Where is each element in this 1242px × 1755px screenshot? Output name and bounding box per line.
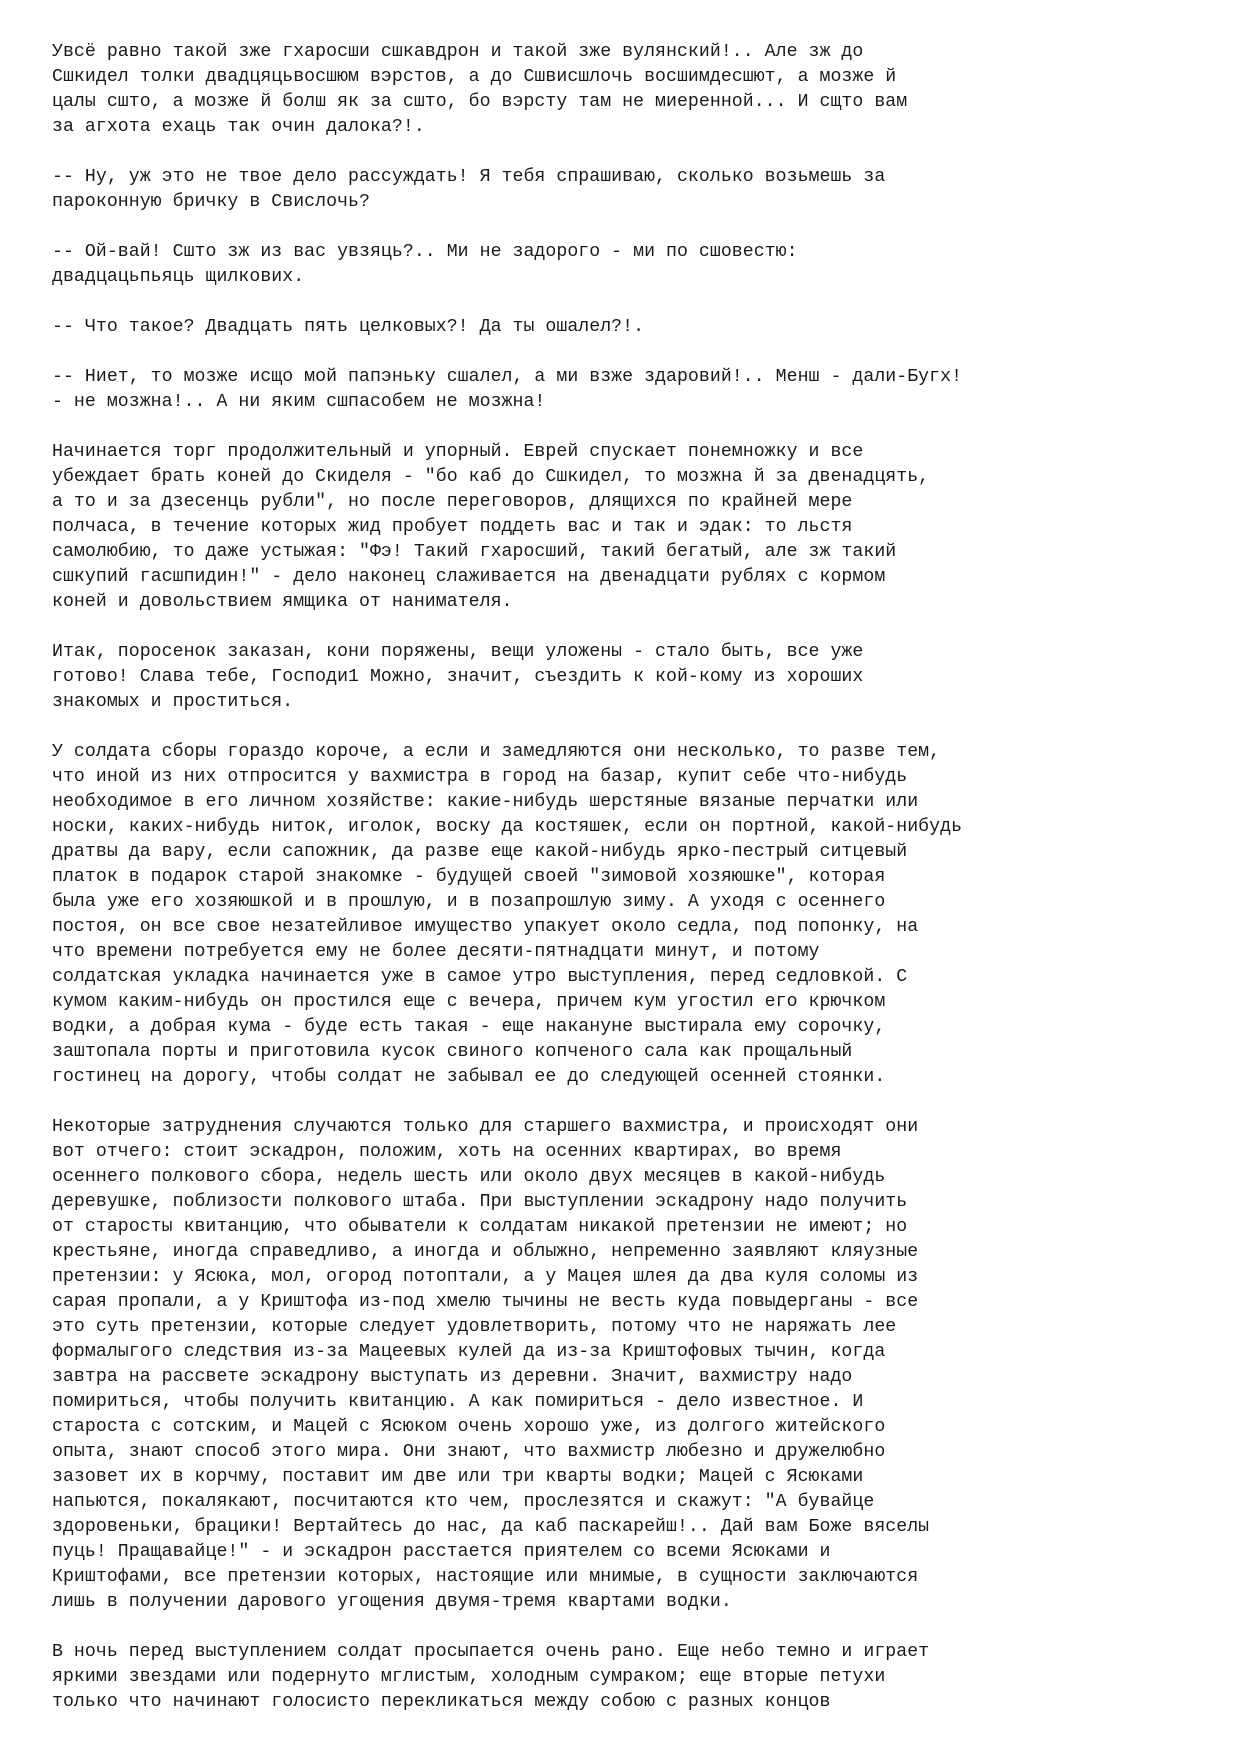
text-line: вот отчего: стоит эскадрон, положим, хоть на осенних квартирах, во время xyxy=(52,1142,842,1162)
paragraph xyxy=(52,740,1232,1090)
text-line: носки, каких-нибудь ниток, иголок, воску да костяшек, если он портной, какой-нибудь xyxy=(52,817,963,837)
text-line: лишь в получении дарового угощения двумя-тремя квартами водки. xyxy=(52,1592,732,1612)
paragraph xyxy=(52,165,1232,215)
text-line: напьются, покалякают, посчитаются кто чем, прослезятся и скажут: "А бувайце xyxy=(52,1492,875,1512)
text-line: -- Ой-вай! Сшто зж из вас увзяць?.. Ми не задорого - ми по сшовестю: xyxy=(52,242,798,262)
text-line: знакомых и проститься. xyxy=(52,692,294,712)
text-line: была уже его хозяюшкой и в прошлую, и в позапрошлую зиму. А уходя с осеннего xyxy=(52,892,886,912)
text-line: самолюбию, то даже устыжая: "Фэ! Такий гхаросший, такий бегатый, але зж такий xyxy=(52,542,897,562)
text-line: водки, а добрая кума - буде есть такая - еще накануне выстирала ему сорочку, xyxy=(52,1017,886,1037)
text-line: гостинец на дорогу, чтобы солдат не забывал ее до следующей осенней стоянки. xyxy=(52,1067,886,1087)
text-line: только что начинают голосисто перекликаться между собою с разных концов xyxy=(52,1692,831,1712)
text-line: двадцацьпьяць щилкових. xyxy=(52,267,305,287)
text-line: коней и довольствием ямщика от нанимателя. xyxy=(52,592,513,612)
paragraph xyxy=(52,1115,1232,1615)
text-line: В ночь перед выступлением солдат просыпается очень рано. Еще небо темно и играет xyxy=(52,1642,930,1662)
text-line: пуць! Пращавайце!" - и эскадрон расстается приятелем со всеми Ясюками и xyxy=(52,1542,831,1562)
text-line: готово! Слава тебе, Господи1 Можно, значит, съездить к кой-кому из хороших xyxy=(52,667,864,687)
text-line: Некоторые затруднения случаются только для старшего вахмистра, и происходят они xyxy=(52,1117,919,1137)
text-line: от старосты квитанцию, что обыватели к солдатам никакой претензии не имеют; но xyxy=(52,1217,908,1237)
text-line: цалы сшто, а мозже й болш як за сшто, бо вэрсту там не миеренной... И сщто вам xyxy=(52,92,908,112)
text-line: а то и за дзесенць рубли", но после переговоров, длящихся по крайней мере xyxy=(52,492,853,512)
text-line: необходимое в его личном хозяйстве: какие-нибудь шерстяные вязаные перчатки или xyxy=(52,792,919,812)
text-line: Криштофами, все претензии которых, настоящие или мнимые, в сущности заключаются xyxy=(52,1567,919,1587)
text-line: кумом каким-нибудь он простился еще с вечера, причем кум угостил его крючком xyxy=(52,992,886,1012)
text-line: Увсё равно такой зже гхаросши сшкавдрон и такой зже вулянский!.. Але зж до xyxy=(52,42,864,62)
text-line: опыта, знают способ этого мира. Они знают, что вахмистр любезно и дружелюбно xyxy=(52,1442,886,1462)
text-line: деревушке, поблизости полкового штаба. При выступлении эскадрону надо получить xyxy=(52,1192,908,1212)
text-line: -- Ниет, то мозже исщо мой папэньку сшалел, а ми взже здаровий!.. Менш - дали-Бугх! xyxy=(52,367,963,387)
text-line: -- Что такое? Двадцать пять целковых?! Да ты ошалел?!. xyxy=(52,317,645,337)
text-line: осеннего полкового сбора, недель шесть или около двух месяцев в какой-нибудь xyxy=(52,1167,886,1187)
text-line: яркими звездами или подернуто мглистым, холодным сумраком; еще вторые петухи xyxy=(52,1667,886,1687)
text-line: зазовет их в корчму, поставит им две или три кварты водки; Мацей с Ясюками xyxy=(52,1467,864,1487)
text-line: староста с сотским, и Мацей с Ясюком очень хорошо уже, из долгого житейского xyxy=(52,1417,886,1437)
text-line: Сшкидел толки двадцяцьвосшюм вэрстов, а до Сшвисшлочь восшимдесшют, а мозже й xyxy=(52,67,897,87)
text-line: дратвы да вару, если сапожник, да разве еще какой-нибудь ярко-пестрый ситцевый xyxy=(52,842,908,862)
text-line: крестьяне, иногда справедливо, а иногда и облыжно, непременно заявляют кляузные xyxy=(52,1242,919,1262)
paragraph xyxy=(52,365,1232,415)
document-page xyxy=(52,40,1232,1740)
text-line: полчаса, в течение которых жид пробует поддеть вас и так и эдак: то льстя xyxy=(52,517,853,537)
paragraph xyxy=(52,440,1232,615)
paragraph xyxy=(52,1640,1232,1715)
text-line: - не мозжна!.. А ни яким сшпасобем не мозжна! xyxy=(52,392,546,412)
text-line: сшкупий гасшпидин!" - дело наконец слаживается на двенадцати рублях с кормом xyxy=(52,567,886,587)
paragraph xyxy=(52,315,1232,340)
text-line: солдатская укладка начинается уже в самое утро выступления, перед седловкой. С xyxy=(52,967,908,987)
text-line: помириться, чтобы получить квитанцию. А как помириться - дело известное. И xyxy=(52,1392,864,1412)
paragraph xyxy=(52,240,1232,290)
text-line: претензии: у Ясюка, мол, огород потоптали, а у Мацея шлея да два куля соломы из xyxy=(52,1267,919,1287)
text-line: это суть претензии, которые следует удовлетворить, потому что не наряжать лее xyxy=(52,1317,897,1337)
text-line: формалыгого следствия из-за Мацеевых кулей да из-за Криштофовых тычин, когда xyxy=(52,1342,886,1362)
paragraph xyxy=(52,40,1232,140)
text-line: У солдата сборы гораздо короче, а если и замедляются они несколько, то разве тем, xyxy=(52,742,941,762)
text-line: завтра на рассвете эскадрону выступать из деревни. Значит, вахмистру надо xyxy=(52,1367,853,1387)
text-line: -- Ну, уж это не твое дело рассуждать! Я тебя спрашиваю, сколько возьмешь за xyxy=(52,167,886,187)
text-line: убеждает брать коней до Скиделя - "бо каб до Сшкидел, то мозжна й за двенадцять, xyxy=(52,467,930,487)
text-line: заштопала порты и приготовила кусок свиного копченого сала как прощальный xyxy=(52,1042,853,1062)
text-line: здоровеньки, брацики! Вертайтесь до нас, да каб паскарейш!.. Дай вам Боже вяселы xyxy=(52,1517,930,1537)
paragraph xyxy=(52,640,1232,715)
text-line: Итак, поросенок заказан, кони поряжены, вещи уложены - стало быть, все уже xyxy=(52,642,864,662)
text-line: что времени потребуется ему не более десяти-пятнадцати минут, и потому xyxy=(52,942,820,962)
text-line: пароконную бричку в Свислочь? xyxy=(52,192,370,212)
text-line: платок в подарок старой знакомке - будущей своей "зимовой хозяюшке", которая xyxy=(52,867,886,887)
text-line: что иной из них отпросится у вахмистра в город на базар, купит себе что-нибудь xyxy=(52,767,908,787)
text-line: постоя, он все свое незатейливое имущество упакует около седла, под попонку, на xyxy=(52,917,919,937)
text-line: за агхота ехаць так очин далока?!. xyxy=(52,117,425,137)
text-line: сарая пропали, а у Криштофа из-под хмелю тычины не весть куда повыдерганы - все xyxy=(52,1292,919,1312)
text-line: Начинается торг продолжительный и упорный. Еврей спускает понемножку и все xyxy=(52,442,864,462)
